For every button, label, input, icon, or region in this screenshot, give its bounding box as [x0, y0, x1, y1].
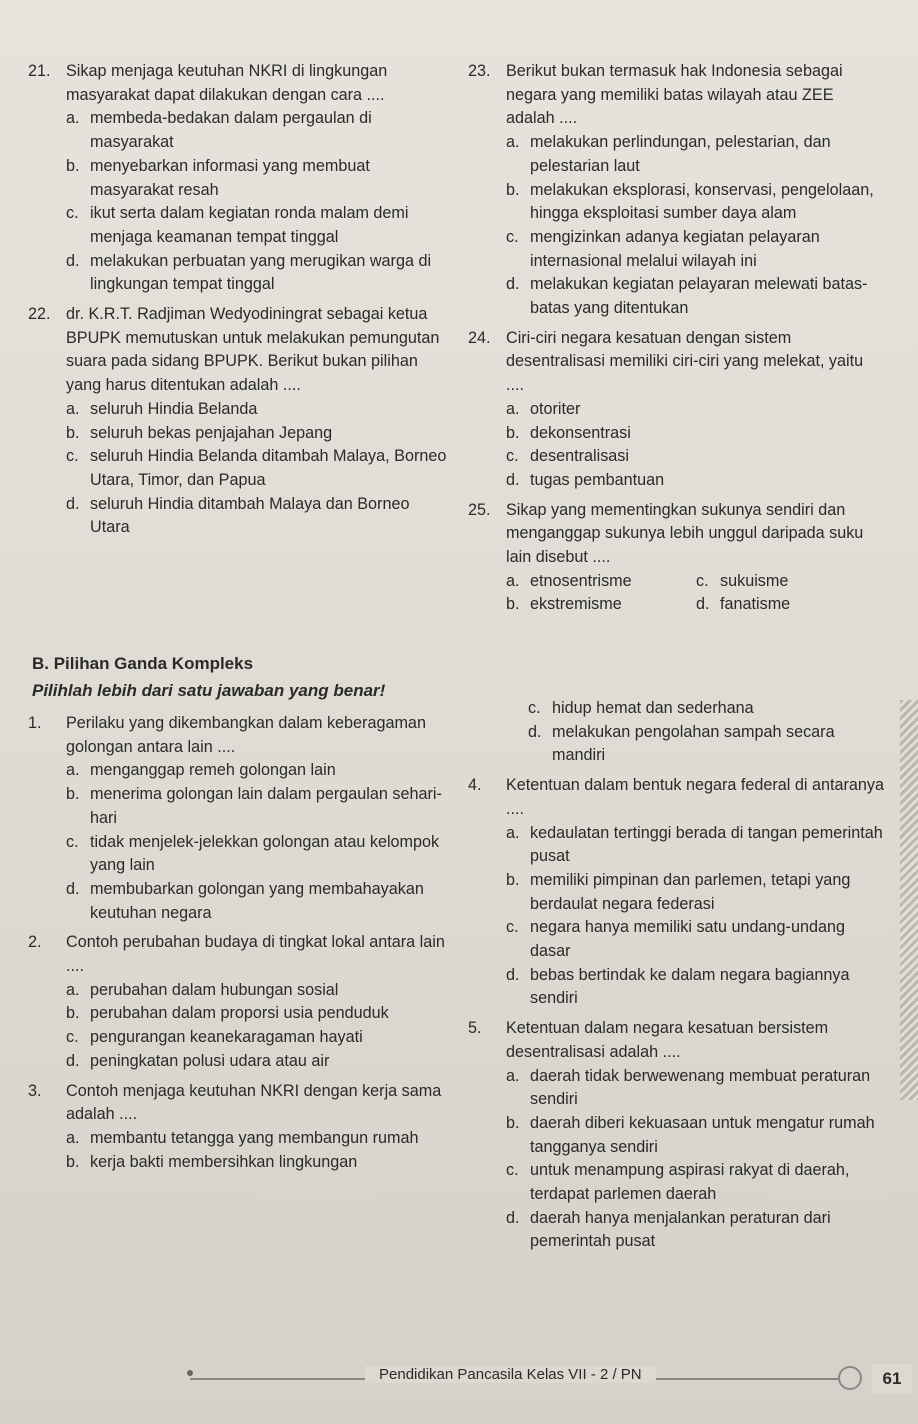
question-number: 23.: [468, 62, 491, 80]
option-c: c. ikut serta dalam kegiatan ronda malam demi menjaga keamanan tempat tinggal: [66, 204, 409, 246]
question-number: 1.: [28, 714, 42, 732]
option-a: a. menganggap remeh golongan lain: [66, 761, 336, 780]
question-text: Ketentuan dalam bentuk negara federal di antaranya ....: [506, 776, 884, 818]
option-b: b. memiliki pimpinan dan parlemen, tetapi yang berdaulat negara federasi: [506, 870, 851, 913]
option-c: c. pengurangan keanekaragaman hayati: [66, 1028, 363, 1047]
option-d: d. seluruh Hindia ditambah Malaya dan Borneo Utara: [66, 494, 410, 537]
option-c: c. seluruh Hindia Belanda ditambah Malaya, Borneo Utara, Timor, dan Papua: [66, 447, 447, 489]
question-k4: [468, 774, 888, 821]
bullet-dot-icon: [187, 1370, 193, 1376]
question-text: Perilaku yang dikembangkan dalam keberagaman golongan antara lain ....: [66, 714, 426, 756]
right-column-bottom: [468, 697, 888, 1254]
question-text: dr. K.R.T. Radjiman Wedyodiningrat sebagai ketua BPUPK memutuskan untuk melakukan pemungutan suara pada sidang BPUPK. Berikut bukan pilihan yang harus ditentukan adalah ....: [66, 305, 440, 395]
option-b: b. menerima golongan lain dalam pergaulan sehari-hari: [66, 785, 442, 827]
question-23: [468, 60, 878, 131]
page-edge-decoration: [900, 700, 918, 1100]
question-text: Ciri-ciri negara kesatuan dengan sistem desentralisasi memiliki ciri-ciri yang melekat, yaitu ....: [506, 328, 864, 395]
question-text: Sikap yang mementingkan sukunya sendiri dan menganggap sukunya lebih unggul daripada suku lain disebut ....: [506, 500, 864, 567]
option-b: b. daerah diberi kekuasaan untuk mengatur rumah tangganya sendiri: [506, 1113, 875, 1156]
option-d: d. tugas pembantuan: [506, 470, 665, 489]
option-c: c. untuk menampung aspirasi rakyat di daerah, terdapat parlemen daerah: [506, 1161, 850, 1204]
question-text: Contoh menjaga keutuhan NKRI dengan kerja sama adalah ....: [66, 1081, 442, 1124]
option-d: d. daerah hanya menjalankan peraturan dari pemerintah pusat: [506, 1208, 831, 1251]
option-a: a. perubahan dalam hubungan sosial: [66, 980, 339, 999]
option-a: a. daerah tidak berwewenang membuat peraturan sendiri: [506, 1066, 871, 1109]
question-number: 5.: [468, 1019, 482, 1038]
option-b: b. seluruh bekas penjajahan Jepang: [66, 423, 333, 442]
question-text: Berikut bukan termasuk hak Indonesia sebagai negara yang memiliki batas wilayah atau ZEE adalah ....: [506, 62, 843, 128]
option-c: c. tidak menjelek-jelekkan golongan atau kelompok yang lain: [66, 832, 440, 875]
option-a: a. membantu tetangga yang membangun rumah: [66, 1128, 419, 1147]
question-22: [28, 303, 448, 398]
option-b: b. menyebarkan informasi yang membuat masyarakat resah: [66, 156, 370, 199]
option-d: d. melakukan perbuatan yang merugikan warga di lingkungan tempat tinggal: [66, 251, 432, 294]
question-k1: [28, 712, 448, 759]
question-25: [468, 499, 878, 570]
left-column-bottom: [28, 712, 448, 1174]
page-number: 61: [872, 1364, 912, 1394]
question-k5: [468, 1017, 888, 1064]
question-text: Contoh perubahan budaya di tingkat lokal antara lain ....: [66, 933, 445, 976]
question-number: 2.: [28, 933, 42, 952]
section-instruction: Pilihlah lebih dari satu jawaban yang benar!: [32, 681, 386, 700]
option-a: a. melakukan perlindungan, pelestarian, dan pelestarian laut: [506, 133, 831, 175]
question-21: [28, 60, 448, 107]
footer-title: Pendidikan Pancasila Kelas VII - 2 / PN: [365, 1366, 656, 1383]
question-number: 22.: [28, 305, 51, 324]
left-column-top: [28, 60, 448, 540]
right-column-top: [468, 60, 878, 617]
section-title: B. Pilihan Ganda Kompleks: [32, 654, 254, 673]
option-d: d. fanatisme: [696, 595, 791, 614]
question-text: Sikap menjaga keutuhan NKRI di lingkungan masyarakat dapat dilakukan dengan cara ....: [66, 62, 388, 104]
option-c: c. desentralisasi: [506, 447, 629, 466]
question-24: [468, 327, 878, 398]
question-number: 21.: [28, 62, 51, 80]
page-footer: [0, 1358, 918, 1398]
k1-option-c: c. hidup hemat dan sederhana: [528, 699, 754, 717]
option-d: d. melakukan kegiatan pelayaran melewati batas-batas yang ditentukan: [506, 275, 868, 318]
option-b: b. ekstremisme: [506, 595, 622, 614]
option-c: c. sukuisme: [696, 571, 789, 590]
option-b: b. dekonsentrasi: [506, 423, 631, 442]
option-b: b. perubahan dalam proporsi usia penduduk: [66, 1004, 389, 1023]
option-a: a. membeda-bedakan dalam pergaulan di masyarakat: [66, 109, 372, 152]
option-a: a. otoriter: [506, 399, 581, 418]
option-d: d. membubarkan golongan yang membahayakan keutuhan negara: [66, 879, 424, 922]
option-a: a. kedaulatan tertinggi berada di tangan pemerintah pusat: [506, 823, 883, 866]
option-a: a. seluruh Hindia Belanda: [66, 399, 258, 418]
question-k2: [28, 931, 448, 978]
question-number: 3.: [28, 1081, 42, 1100]
option-c: c. mengizinkan adanya kegiatan pelayaran internasional melalui wilayah ini: [506, 227, 820, 270]
question-number: 4.: [468, 776, 482, 795]
option-a: a. etnosentrisme: [506, 571, 632, 590]
question-number: 25.: [468, 500, 491, 519]
k1-option-d: d. melakukan pengolahan sampah secara mandiri: [528, 722, 835, 765]
question-text: Ketentuan dalam negara kesatuan bersistem desentralisasi adalah ....: [506, 1019, 829, 1061]
option-b: b. melakukan eksplorasi, konservasi, pengelolaan, hingga eksploitasi sumber daya alam: [506, 180, 874, 223]
option-c: c. negara hanya memiliki satu undang-undang dasar: [506, 918, 845, 961]
question-k3: [28, 1080, 448, 1127]
option-d: d. bebas bertindak ke dalam negara bagiannya sendiri: [506, 965, 850, 1008]
question-number: 24.: [468, 328, 491, 347]
circle-icon: [838, 1366, 862, 1390]
option-d: d. peningkatan polusi udara atau air: [66, 1051, 330, 1070]
options-grid: [506, 570, 878, 617]
option-b: b. kerja bakti membersihkan lingkungan: [66, 1152, 358, 1171]
